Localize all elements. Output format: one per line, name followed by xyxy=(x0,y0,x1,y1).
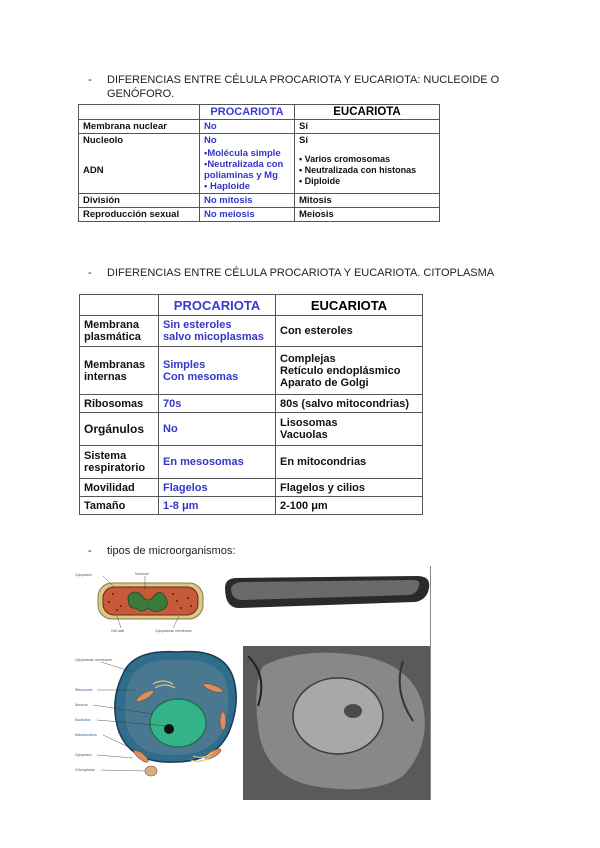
label-cyto-membrane: Cytoplasmic membrane xyxy=(75,658,112,662)
row-procariota-list xyxy=(200,147,295,194)
microorganism-figure xyxy=(73,566,431,800)
bullet-text: tipos de microorganismos: xyxy=(107,545,236,557)
table-header-row xyxy=(79,105,440,120)
row-procariota: Flagelos xyxy=(159,479,276,497)
list-item: • Diploide xyxy=(299,175,341,186)
row-label: Orgánulos xyxy=(80,413,159,446)
row-eucariota: En mitocondrias xyxy=(276,446,423,479)
bullet-dash: - xyxy=(88,545,92,557)
row-eucariota: 2-100 μm xyxy=(276,497,423,515)
table-row xyxy=(80,316,423,347)
row-label: Nucleolo xyxy=(79,134,200,148)
row-procariota: 1-8 μm xyxy=(159,497,276,515)
table-row xyxy=(79,208,440,222)
row-label: Reproducción sexual xyxy=(79,208,200,222)
table-row xyxy=(79,147,440,194)
list-item: • Varios cromosomas xyxy=(299,153,391,164)
row-eucariota: Sí xyxy=(295,134,440,148)
header-eucariota: EUCARIOTA xyxy=(276,295,423,316)
bullet-dash: - xyxy=(88,267,92,279)
row-eucariota-list xyxy=(295,147,440,194)
label-nucleus: Nucleus xyxy=(75,703,88,707)
row-eucariota: Lisosomas Vacuolas xyxy=(276,413,423,446)
list-item: •Molécula simple xyxy=(204,148,281,159)
row-procariota: No xyxy=(200,120,295,134)
row-eucariota: 80s (salvo mitocondrias) xyxy=(276,395,423,413)
bullet-text-line2: GENÓFORO. xyxy=(107,88,175,100)
table-nucleoide xyxy=(78,104,440,222)
label-nucleolus: Nucleolus xyxy=(75,718,91,722)
table-row xyxy=(79,194,440,208)
row-procariota: No mitosis xyxy=(200,194,295,208)
row-procariota: En mesosomas xyxy=(159,446,276,479)
row-label: ADN xyxy=(79,147,200,194)
label-chloroplasts: Chloroplasts xyxy=(75,768,95,772)
table-citoplasma xyxy=(79,294,423,515)
label-membrane: Cytoplasmic membrane xyxy=(155,629,192,633)
row-eucariota: Mitosis xyxy=(295,194,440,208)
label-cell-wall: Cell wall xyxy=(111,629,125,633)
list-item: • Haploide xyxy=(204,181,251,192)
row-procariota: Sin esteroles salvo micoplasmas xyxy=(159,316,276,347)
row-procariota: No xyxy=(200,134,295,148)
bullet-text-line1: DIFERENCIAS ENTRE CÉLULA PROCARIOTA Y EUCARIOTA: NUCLEOIDE O xyxy=(107,74,500,86)
label-cytoplasm: Cytoplasm xyxy=(75,573,92,577)
header-empty xyxy=(79,105,200,120)
header-empty xyxy=(80,295,159,316)
list-item: •Neutralizada con xyxy=(204,159,284,170)
header-procariota: PROCARIOTA xyxy=(159,295,276,316)
row-procariota: No meiosis xyxy=(200,208,295,222)
label-mitochondrion: Mitochondrion xyxy=(75,733,97,737)
header-procariota: PROCARIOTA xyxy=(200,105,295,120)
row-label: Membrana plasmática xyxy=(80,316,159,347)
row-procariota: No xyxy=(159,413,276,446)
row-label: Tamaño xyxy=(80,497,159,515)
table-row xyxy=(80,347,423,395)
bacterium-micrograph xyxy=(225,576,429,608)
table-row xyxy=(80,446,423,479)
list-item: • Neutralizada con histonas xyxy=(299,164,417,175)
row-label: Sistema respiratorio xyxy=(80,446,159,479)
row-eucariota: Con esteroles xyxy=(276,316,423,347)
table-row xyxy=(80,497,423,515)
bacterium-diagram xyxy=(98,583,203,619)
row-eucariota: Complejas Retículo endoplásmico Aparato de Golgi xyxy=(276,347,423,395)
row-eucariota: Sí xyxy=(295,120,440,134)
row-label: División xyxy=(79,194,200,208)
row-label: Membrana nuclear xyxy=(79,120,200,134)
bullet-text: DIFERENCIAS ENTRE CÉLULA PROCARIOTA Y EUCARIOTA. CITOPLASMA xyxy=(107,267,495,279)
row-procariota: 70s xyxy=(159,395,276,413)
table-header-row xyxy=(80,295,423,316)
label-nucleoid: Nucleoid xyxy=(135,572,149,576)
table-row xyxy=(79,120,440,134)
table-row xyxy=(80,479,423,497)
label-cytoplasm-euk: Cytoplasm xyxy=(75,753,92,757)
header-eucariota: EUCARIOTA xyxy=(295,105,440,120)
label-ribosomes: Ribosomes xyxy=(75,688,93,692)
row-label: Movilidad xyxy=(80,479,159,497)
bullet-dash: - xyxy=(88,74,92,86)
row-label: Ribosomas xyxy=(80,395,159,413)
row-eucariota: Meiosis xyxy=(295,208,440,222)
eukaryote-micrograph xyxy=(243,646,430,800)
table-row xyxy=(79,134,440,148)
list-item: poliaminas y Mg xyxy=(204,170,278,181)
row-eucariota: Flagelos y cilios xyxy=(276,479,423,497)
row-procariota: Simples Con mesomas xyxy=(159,347,276,395)
table-row xyxy=(80,395,423,413)
eukaryote-diagram xyxy=(115,652,236,776)
figure-svg xyxy=(73,566,430,800)
table-row xyxy=(80,413,423,446)
row-label: Membranas internas xyxy=(80,347,159,395)
